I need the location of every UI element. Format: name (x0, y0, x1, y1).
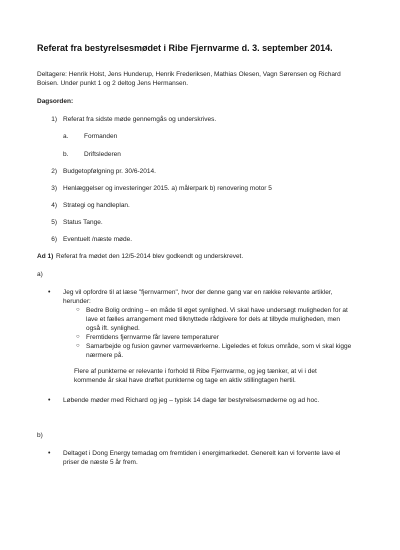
agenda-item: Referat fra sidste møde gennemgås og underskrives. (63, 116, 217, 123)
sub-item-text: nærmere på. (86, 352, 124, 359)
bullet-text: Jeg vil opfordre til at læse "fjernvarmen", hvor der denne gang var en række relevante artikler, (63, 289, 333, 296)
agenda-subitem: Driftslederen (84, 151, 121, 158)
sub-item-text: også ift. synlighed. (86, 325, 140, 332)
section-a-label: a) (37, 271, 43, 278)
bullet-icon: • (48, 397, 51, 404)
bullet-icon: • (48, 289, 51, 296)
bullet-text: Deltaget i Dong Energy temadag om fremtiden i energimarkedet. Generelt kan vi forvente lave el (63, 450, 341, 457)
agenda-heading: Dagsorden: (37, 98, 74, 105)
agenda-number: 5) (51, 219, 57, 226)
agenda-item: Budgetopfølgning pr. 30/6-2014. (63, 168, 156, 175)
agenda-subitem: Formanden (84, 133, 118, 140)
agenda-item: Eventuelt /næste møde. (63, 236, 133, 243)
participants-line-1: Deltagere: Henrik Holst, Jens Hunderup, Henrik Frederiksen, Mathias Olesen, Vagn Sørensen og Richard (37, 71, 341, 78)
agenda-number: 2) (51, 168, 57, 175)
agenda-item: Henlæggelser og investeringer 2015. a) målerpark b) renovering motor 5 (63, 185, 272, 192)
bullet-text-cont: herunder: (63, 298, 91, 305)
bullet-icon: • (48, 450, 51, 457)
agenda-subnumber: b. (63, 151, 69, 158)
sub-item-text: Samarbejde og fusion gavner varmeværkerne. Ligeledes et fokus område, som vi skal kigge (86, 343, 352, 350)
agenda-item: Status Tange. (63, 219, 103, 226)
agenda-number: 6) (51, 236, 57, 243)
agenda-number: 1) (51, 116, 57, 123)
agenda-item: Strategi og handleplan. (63, 202, 130, 209)
agenda-subnumber: a. (63, 133, 69, 140)
ad1-label: Ad 1) (37, 253, 54, 260)
paragraph-text: kommende år skal have drøftet punkterne og tage en aktiv stillingtagen hertil. (74, 377, 296, 384)
agenda-number: 3) (51, 185, 57, 192)
sub-item-text: lave et fælles arrangement med tilknyttede rådgivere for dels at tilbyde muligheden, men (86, 316, 340, 323)
ad1-text: Referat fra mødet den 12/5-2014 blev godkendt og underskrevet. (56, 253, 244, 260)
section-b-label: b) (37, 432, 43, 439)
bullet-text-cont: priser de næste 5 år frem. (63, 459, 138, 466)
sub-bullet-icon: ○ (76, 307, 80, 313)
sub-item-text: Fremtidens fjernvarme får lavere temperaturer (86, 334, 219, 341)
bullet-text: Løbende møder med Richard og jeg – typisk 14 dage før bestyrelsesmøderne og ad hoc. (63, 397, 320, 404)
document-title: Referat fra bestyrelsesmødet i Ribe Fjernvarme d. 3. september 2014. (37, 43, 333, 53)
participants-line-2: Boisen. Under punkt 1 og 2 deltog Jens Hermansen. (37, 80, 189, 87)
sub-bullet-icon: ○ (76, 334, 80, 340)
paragraph-text: Flere af punkterne er relevante i forhold til Ribe Fjernvarme, og jeg tænker, at vi i det (74, 368, 317, 375)
agenda-number: 4) (51, 202, 57, 209)
sub-bullet-icon: ○ (76, 343, 80, 349)
sub-item-text: Bedre Bolig ordning – en måde til øget synlighed. Vi skal have undersøgt muligheden for at (86, 307, 348, 314)
